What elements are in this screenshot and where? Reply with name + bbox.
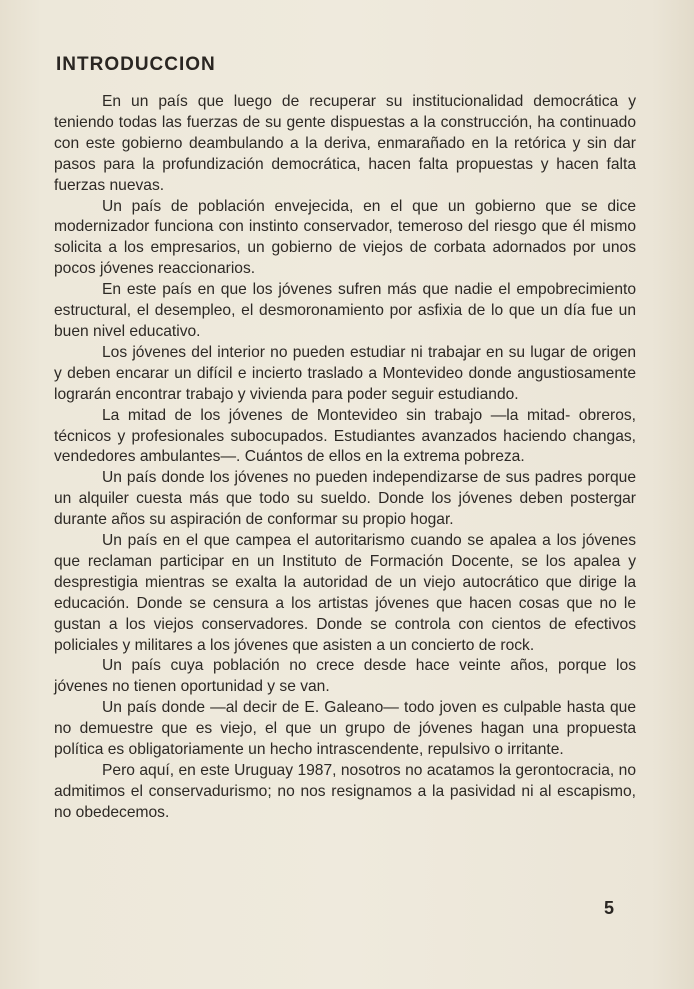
paragraph-8: Un país cuya población no crece desde hace veinte años, porque los jóvenes no tienen oportunidad y se van. bbox=[54, 657, 636, 696]
paragraph-3: En este país en que los jóvenes sufren más que nadie el empobrecimiento estructural, el desempleo, el desmoronamiento por asfixia de lo que un día fue un buen nivel educativo. bbox=[54, 281, 636, 340]
paragraph-10: Pero aquí, en este Uruguay 1987, nosotros no acatamos la gerontocracia, no admitimos el conservadurismo; no nos resignamos a la pasividad ni al escapismo, no obedecemos. bbox=[54, 762, 636, 821]
paragraph-6: Un país donde los jóvenes no pueden independizarse de sus padres porque un alquiler cuesta más que todo su sueldo. Donde los jóvenes deben postergar durante años su aspiración de conformar su propio hogar. bbox=[54, 469, 636, 529]
paragraph-1: En un país que luego de recuperar su institucionalidad democrática y teniendo todas las fuerzas de su gente dispuestas a la construcción, ha continuado con este gobierno deambulando a la deriva, enmarañado en la retórica y sin dar pasos para la profundización democrática, hacen falta propuestas y hacen falta fuerzas nuevas. bbox=[54, 93, 636, 194]
paragraph-4: Los jóvenes del interior no pueden estudiar ni trabajar en su lugar de origen y deben encarar un difícil e incierto traslado a Montevideo donde angustiosamente lograrán encontrar trabajo y vivienda para poder seguir estudiando. bbox=[54, 343, 636, 403]
paragraph-7: Un país en el que campea el autoritarismo cuando se apalea a los jóvenes que reclaman participar en un Instituto de Formación Docente, se los apalea y desprestigia mientras se exalta la autoridad de un viejo autocrático que dirige la educación. Donde se censura a los artistas jóvenes que hacen cosas que no le gustan a los viejos conservadores. Donde se controla con cientos de efectivos policiales y militares a los jóvenes que asisten a un concierto de rock. bbox=[54, 532, 636, 654]
body-text bbox=[54, 92, 636, 824]
paragraph-2: Un país de población envejecida, en el que un gobierno que se dice modernizador funciona con instinto conservador, temeroso del riesgo que él mismo solicita a los empresarios, un gobierno de viejos de corbata adornados por unos pocos jóvenes reaccionarios. bbox=[54, 197, 636, 278]
section-heading: INTRODUCCION bbox=[56, 54, 216, 75]
paragraph-5: La mitad de los jóvenes de Montevideo sin trabajo —la mitad- obreros, técnicos y profesionales subocupados. Estudiantes avanzados haciendo changas, vendedores ambulantes—. Cuántos de ellos en la extrema pobreza. bbox=[54, 406, 636, 466]
paragraph-9: Un país donde —al decir de E. Galeano— todo joven es culpable hasta que no demuestre que es viejo, el que un grupo de jóvenes hagan una propuesta política es obligatoriamente un hecho intrascendente, repulsivo o irritante. bbox=[54, 699, 636, 759]
page-number: 5 bbox=[604, 898, 615, 918]
